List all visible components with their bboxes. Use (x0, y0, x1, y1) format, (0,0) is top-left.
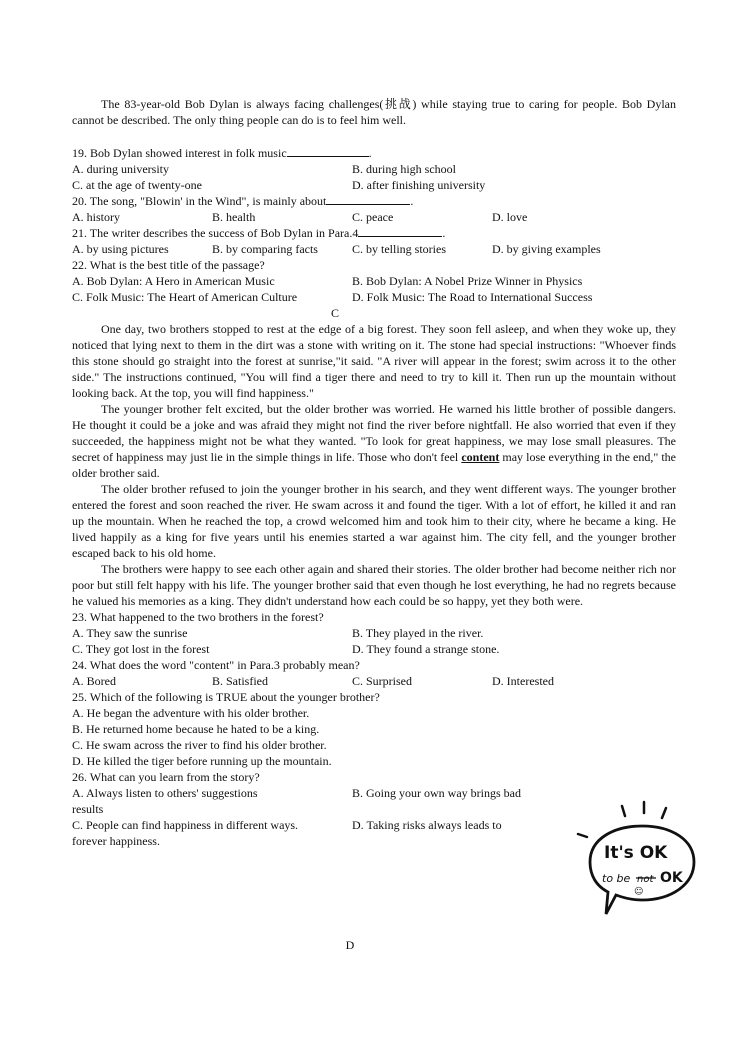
option-continuation: results (72, 802, 104, 816)
option: A. They saw the sunrise (72, 626, 188, 640)
option-continuation: forever happiness. (72, 834, 160, 848)
option: D. Interested (492, 674, 554, 688)
option: D. love (492, 210, 528, 224)
question-26: 26. What can you learn from the story? (72, 770, 260, 784)
option: A. Always listen to others' suggestions (72, 786, 258, 800)
option: B. They played in the river. (352, 626, 484, 640)
option: C. People can find happiness in different ways. (72, 818, 299, 832)
passage-c-paragraph-4: The brothers were happy to see each other again and shared their stories. The older brother had become neither rich nor poor but still felt happy with his life. The younger brother said that even though he lost everything, he had no regrets because he valued his memories as a king. They didn't understand how each could be so happy, yet they both were. (72, 562, 676, 608)
worksheet-page (72, 96, 676, 849)
option: B. by comparing facts (212, 242, 318, 256)
smile-icon: ☺ (634, 887, 644, 897)
question-20-options (72, 209, 676, 225)
option: A. history (72, 210, 120, 224)
question-26-options-row-1 (72, 785, 676, 801)
question-22-options-row-2 (72, 289, 676, 305)
sticker-line-2c: OK (660, 870, 683, 886)
option: A. He began the adventure with his older brother. (72, 706, 310, 720)
question-25: 25. Which of the following is TRUE about the younger brother? (72, 690, 380, 704)
option: C. He swam across the river to find his older brother. (72, 738, 327, 752)
option: D. by giving examples (492, 242, 601, 256)
option: C. at the age of twenty-one (72, 178, 202, 192)
sticker-line-2a: to be (602, 872, 631, 885)
answer-blank (358, 225, 442, 237)
question-23-options-row-2 (72, 641, 676, 657)
question-23-options-row-1 (72, 625, 676, 641)
question-20: 20. The song, "Blowin' in the Wind", is mainly about . (72, 194, 414, 208)
section-c-heading: C (330, 306, 339, 320)
option: A. Bored (72, 674, 116, 688)
option: B. Satisfied (212, 674, 268, 688)
question-19-options-row-1 (72, 161, 676, 177)
option: C. by telling stories (352, 242, 446, 256)
question-22: 22. What is the best title of the passage? (72, 258, 265, 272)
option: B. health (212, 210, 256, 224)
answer-blank (287, 145, 369, 157)
question-22-options-row-1 (72, 273, 676, 289)
answer-blank (326, 193, 410, 205)
sticker-line-2b: not (637, 874, 654, 885)
keyword-content: content (461, 450, 500, 464)
passage-c-paragraph-3: The older brother refused to join the younger brother in his search, and they went different ways. The younger brother entered the forest and soon reached the river. He swam across it and found the tiger. With a lot of effort, he killed it and ran up the mountain. When he reached the top, a crowd welcomed him and took him to their city, where he became a king. He lived happily as a king for five years until his enemies started a war against him. The city fell, and the younger brother escaped back to his old home. (72, 482, 676, 560)
option: D. Taking risks always leads to (352, 818, 502, 832)
question-19: 19. Bob Dylan showed interest in folk music . (72, 146, 372, 160)
question-21-options (72, 241, 676, 257)
option: D. They found a strange stone. (352, 642, 500, 656)
sticker-line-1: It's OK (604, 843, 668, 863)
option: D. Folk Music: The Road to International Success (352, 290, 593, 304)
question-24: 24. What does the word "content" in Para.3 probably mean? (72, 658, 360, 672)
option: D. after finishing university (352, 178, 486, 192)
option: D. He killed the tiger before running up the mountain. (72, 754, 332, 768)
passage-b-closing-paragraph: The 83-year-old Bob Dylan is always facing challenges(挑战) while staying true to caring for people. Bob Dylan cannot be described. The only thing people can do is to feel him well. (72, 97, 676, 127)
option: A. during university (72, 162, 169, 176)
section-d-heading: D (345, 938, 355, 952)
option: B. Going your own way brings bad (352, 786, 521, 800)
option: C. They got lost in the forest (72, 642, 210, 656)
passage-c-paragraph-1: One day, two brothers stopped to rest at the edge of a big forest. They soon fell asleep, and when they woke up, they noticed that lying next to them in the dirt was a stone with writing on it. The stone had special instructions: "Whoever finds this stone should go straight into the forest at sunrise,"it said. "A river will appear in the forest; swim across it to the other side." The instructions continued, "You will find a tiger there and need to try to kill it. Then run up the mountain without looking back. At the top, you will find happiness." (72, 322, 676, 400)
question-19-options-row-2 (72, 177, 676, 193)
option: B. during high school (352, 162, 456, 176)
passage-c-paragraph-2: The younger brother felt excited, but the older brother was worried. He warned his little brother of possible dangers. He thought it could be a joke and was afraid they might not find the river before nightfall. He also worried that even if they succeeded, the happiness might not be what they wanted. "To look for great happiness, we may lose small pleasures. The secret of happiness may just lie in the simple things in life. Those who don't feel content may lose everything in the end," the older brother said. (72, 402, 677, 480)
option: A. Bob Dylan: A Hero in American Music (72, 274, 275, 288)
option: C. peace (352, 210, 394, 224)
question-24-options (72, 673, 676, 689)
option: B. Bob Dylan: A Nobel Prize Winner in Physics (352, 274, 583, 288)
option: B. He returned home because he hated to be a king. (72, 722, 320, 736)
question-23: 23. What happened to the two brothers in the forest? (72, 610, 324, 624)
its-ok-sticker (570, 800, 700, 918)
option: C. Surprised (352, 674, 412, 688)
option: A. by using pictures (72, 242, 169, 256)
question-21: 21. The writer describes the success of Bob Dylan in Para.4 . (72, 226, 446, 240)
option: C. Folk Music: The Heart of American Culture (72, 290, 298, 304)
